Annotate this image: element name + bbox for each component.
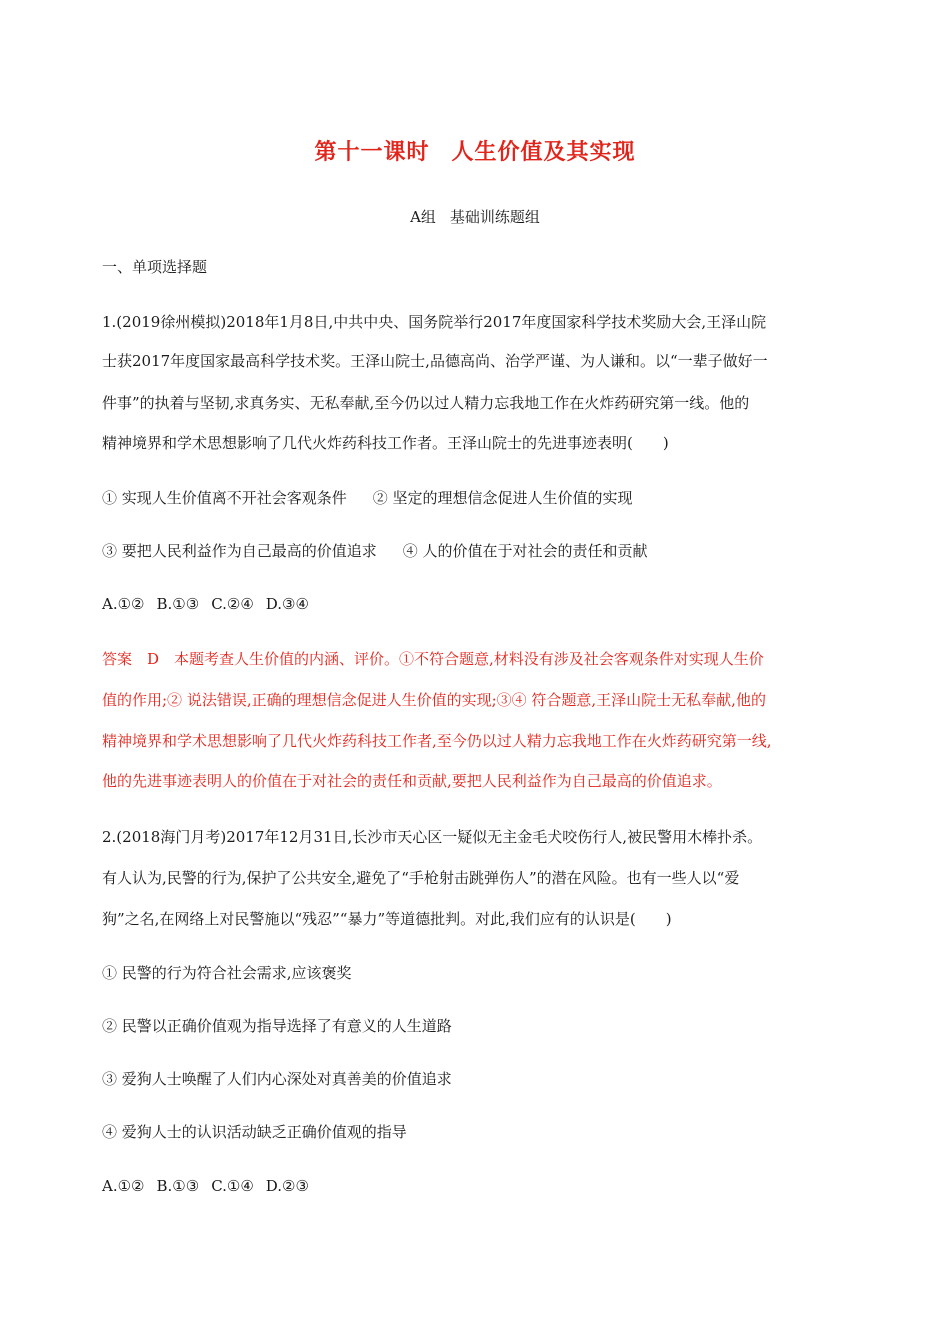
q1-statements-row-2 bbox=[102, 540, 862, 562]
q1-option-c: C.②④ bbox=[211, 595, 254, 613]
q2-option-b: B.①③ bbox=[156, 1177, 200, 1195]
q1-stem-line-2: 士获2017年度国家最高科学技术奖。王泽山院士,品德高尚、治学严谨、为人谦和。以“一辈子做好一 bbox=[102, 352, 768, 370]
q1-option-d: D.③④ bbox=[265, 595, 309, 613]
lesson-title bbox=[0, 135, 950, 166]
q1-statement-2: ② 坚定的理想信念促进人生价值的实现 bbox=[372, 489, 633, 507]
q2-statement-1: ① 民警的行为符合社会需求,应该褒奖 bbox=[102, 964, 352, 982]
lesson-topic: 人生价值及其实现 bbox=[451, 140, 636, 165]
lesson-number: 第十一课时 bbox=[314, 140, 430, 165]
q2-options bbox=[102, 1175, 862, 1197]
group-label: A组 bbox=[410, 208, 436, 226]
q2-option-c: C.①④ bbox=[211, 1177, 254, 1195]
q1-answer-line-4: 他的先进事迹表明人的价值在于对社会的责任和贡献,要把人民利益作为自己最高的价值追求。 bbox=[102, 772, 722, 790]
section-heading: 一、单项选择题 bbox=[102, 258, 208, 276]
q2-option-a: A.①② bbox=[102, 1177, 145, 1195]
q1-statement-1: ① 实现人生价值离不开社会客观条件 bbox=[102, 489, 347, 507]
q2-stem-line-1: 2.(2018海门月考)2017年12月31日,长沙市天心区一疑似无主金毛犬咬伤行人,被民警用木棒扑杀。 bbox=[102, 828, 763, 846]
q1-answer-line-3: 精神境界和学术思想影响了几代火炸药科技工作者,至今仍以过人精力忘我地工作在火炸药研究第一线, bbox=[102, 732, 772, 750]
q1-answer-line-2: 值的作用;② 说法错误,正确的理想信念促进人生价值的实现;③④ 符合题意,王泽山院士无私奉献,他的 bbox=[102, 691, 766, 709]
q2-statement-2: ② 民警以正确价值观为指导选择了有意义的人生道路 bbox=[102, 1017, 452, 1035]
q1-stem-line-1: 1.(2019徐州模拟)2018年1月8日,中共中央、国务院举行2017年度国家科学技术奖励大会,王泽山院 bbox=[102, 313, 767, 331]
q1-options bbox=[102, 593, 862, 615]
q1-statements-row-1 bbox=[102, 487, 862, 509]
q2-stem-line-2: 有人认为,民警的行为,保护了公共安全,避免了“手枪射击跳弹伤人”的潜在风险。也有一些人以“爱 bbox=[102, 869, 740, 887]
q2-statement-4: ④ 爱狗人士的认识活动缺乏正确价值观的指导 bbox=[102, 1123, 407, 1141]
q1-statement-4: ④ 人的价值在于对社会的责任和贡献 bbox=[402, 542, 648, 560]
q1-answer-line-1: 答案 D 本题考查人生价值的内涵、评价。①不符合题意,材料没有涉及社会客观条件对实现人生价 bbox=[102, 650, 764, 668]
q1-stem-line-3: 件事”的执着与坚韧,求真务实、无私奉献,至今仍以过人精力忘我地工作在火炸药研究第一线。他的 bbox=[102, 394, 750, 412]
q1-statement-3: ③ 要把人民利益作为自己最高的价值追求 bbox=[102, 542, 377, 560]
q2-option-d: D.②③ bbox=[265, 1177, 309, 1195]
group-heading bbox=[0, 206, 950, 227]
q2-stem-line-3: 狗”之名,在网络上对民警施以“残忍”“暴力”等道德批判。对此,我们应有的认识是( ) bbox=[102, 910, 672, 928]
group-name: 基础训练题组 bbox=[449, 208, 540, 226]
q1-option-a: A.①② bbox=[102, 595, 145, 613]
q1-stem-line-4: 精神境界和学术思想影响了几代火炸药科技工作者。王泽山院士的先进事迹表明( ) bbox=[102, 434, 669, 452]
q2-statement-3: ③ 爱狗人士唤醒了人们内心深处对真善美的价值追求 bbox=[102, 1070, 452, 1088]
q1-option-b: B.①③ bbox=[156, 595, 200, 613]
